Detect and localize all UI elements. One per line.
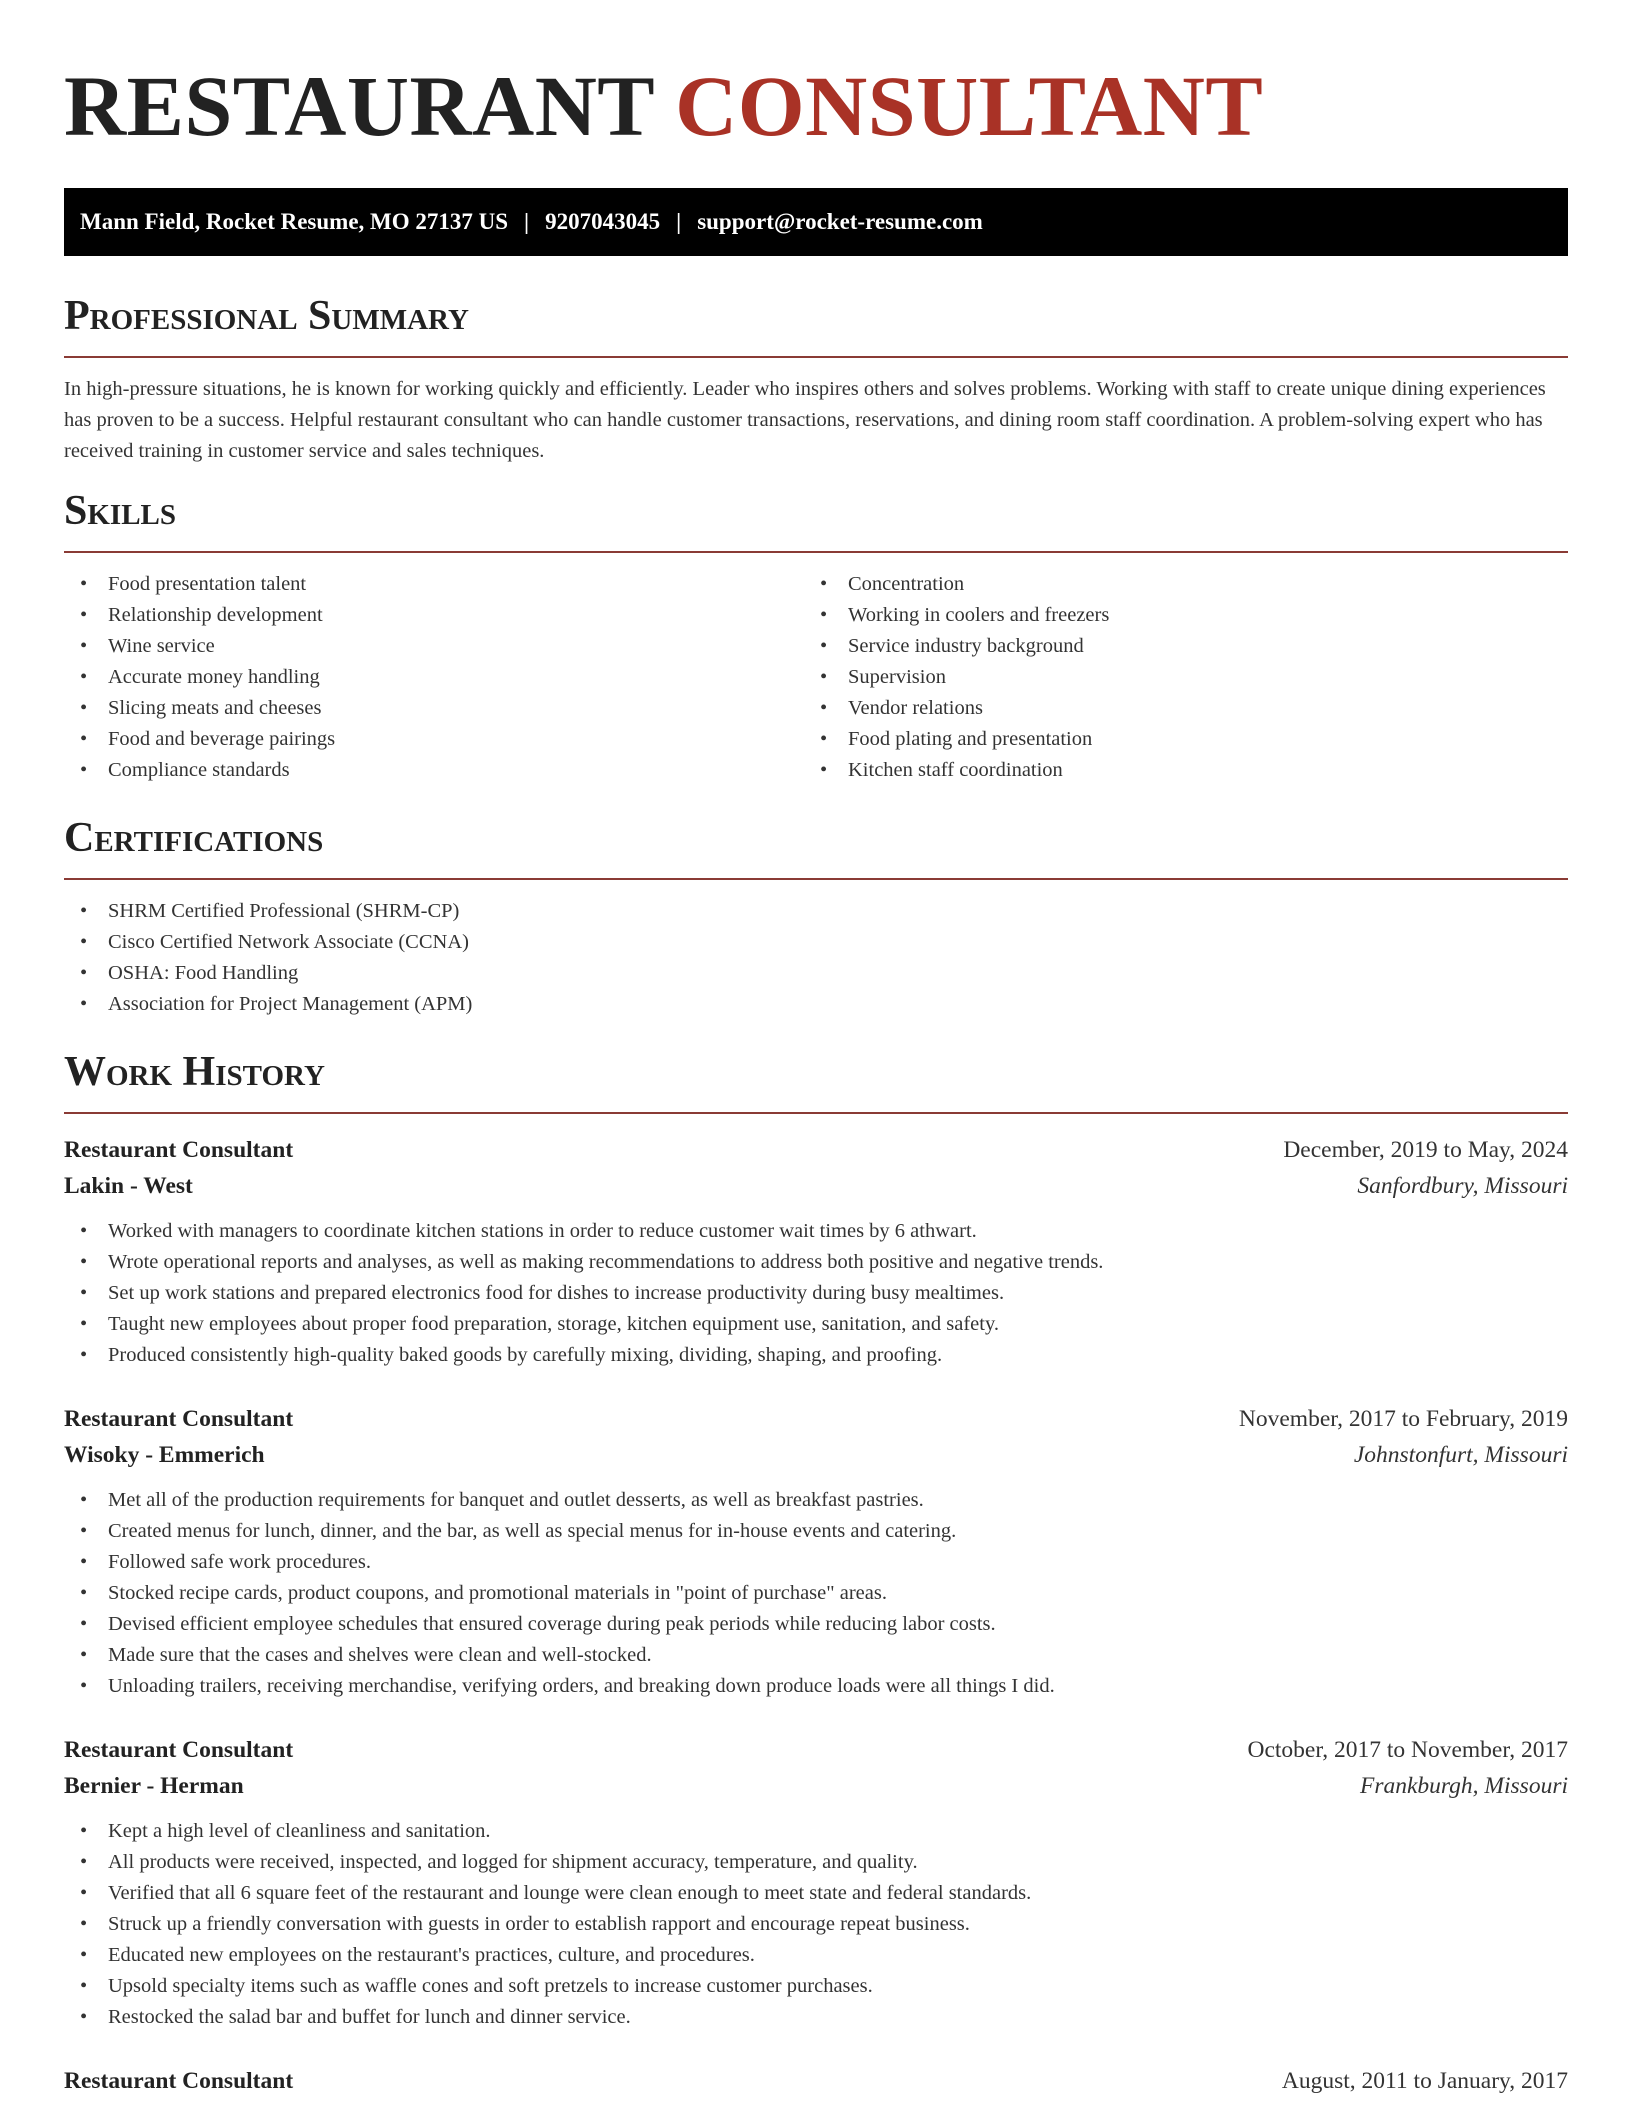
job-entry: [64, 1732, 1568, 2033]
skill-item: • Vendor relations: [804, 693, 1544, 724]
job-dates: November, 2017 to February, 2019: [1238, 1406, 1568, 1432]
summary-section: [64, 290, 1568, 467]
skill-item: • Food and beverage pairings: [64, 724, 804, 755]
skill-item: • Concentration: [804, 569, 1544, 600]
certification-item: • Association for Project Management (APM): [64, 989, 1568, 1020]
resume-title: [64, 52, 1568, 154]
job-bullet: • Educated new employees on the restaurant's practices, culture, and procedures.: [64, 1940, 1568, 1971]
skill-item: • Food presentation talent: [64, 569, 804, 600]
job-company: Lakin - West: [64, 1173, 193, 1199]
certification-item: • SHRM Certified Professional (SHRM-CP): [64, 896, 1568, 927]
job-bullets: [64, 1216, 1568, 1371]
skill-item: • Service industry background: [804, 631, 1544, 662]
contact-email: support@rocket-resume.com: [697, 209, 983, 234]
job-bullet: • Unloading trailers, receiving merchandise, verifying orders, and breaking down produce loads were all things I did.: [64, 1671, 1568, 1702]
job-dates: October, 2017 to November, 2017: [1247, 1737, 1568, 1763]
skill-item: • Wine service: [64, 631, 804, 662]
job-bullet: • Upsold specialty items such as waffle cones and soft pretzels to increase customer purchases.: [64, 1971, 1568, 2002]
job-header-row: [64, 2063, 1568, 2099]
section-divider: [64, 551, 1568, 553]
job-bullet: • Met all of the production requirements for banquet and outlet desserts, as well as breakfast pastries.: [64, 1485, 1568, 1516]
job-location: Frankburgh, Missouri: [1359, 1773, 1568, 1799]
contact-bar: [64, 188, 1568, 256]
job-location: Sanfordbury, Missouri: [1357, 1173, 1568, 1199]
job-header-row: [64, 1732, 1568, 1768]
job-header-row: [64, 1401, 1568, 1437]
job-bullet: • Struck up a friendly conversation with guests in order to establish rapport and encourage repeat business.: [64, 1909, 1568, 1940]
job-bullet: • Set up work stations and prepared electronics food for dishes to increase productivity during busy mealtimes.: [64, 1278, 1568, 1309]
job-dates: August, 2011 to January, 2017: [1281, 2068, 1568, 2094]
job-dates: December, 2019 to May, 2024: [1283, 1137, 1568, 1163]
job-title: Restaurant Consultant: [64, 1737, 294, 1763]
section-heading-work-history: Work History: [64, 1049, 325, 1095]
skill-item: • Accurate money handling: [64, 662, 804, 693]
job-bullet: • Kept a high level of cleanliness and sanitation.: [64, 1816, 1568, 1847]
contact-separator: |: [524, 209, 530, 234]
job-title: Restaurant Consultant: [64, 2068, 294, 2094]
job-bullet: • Produced consistently high-quality baked goods by carefully mixing, dividing, shaping, and proofing.: [64, 1340, 1568, 1371]
skills-columns: [64, 569, 1568, 786]
contact-separator: |: [676, 209, 682, 234]
contact-phone: 9207043045: [545, 209, 661, 234]
certifications-list: [64, 896, 1568, 1020]
job-bullet: • Wrote operational reports and analyses, as well as making recommendations to address both positive and negative trends.: [64, 1247, 1568, 1278]
work-history-section: [64, 1046, 1568, 2099]
job-bullet: • Devised efficient employee schedules that ensured coverage during peak periods while reducing labor costs.: [64, 1609, 1568, 1640]
job-bullet: • Worked with managers to coordinate kitchen stations in order to reduce customer wait times by 6 athwart.: [64, 1216, 1568, 1247]
job-bullets: [64, 1485, 1568, 1702]
job-company: Wisoky - Emmerich: [64, 1442, 265, 1468]
summary-text: In high-pressure situations, he is known for working quickly and efficiently. Leader who inspires others and solves problems. Working with staff to create unique dining experiences has proven to be a success. Helpful restaurant consultant who can handle customer transactions, reservations, and dining room staff coordination. A problem-solving expert who has received training in customer service and sales techniques.: [64, 378, 1546, 462]
jobs-list: [64, 1132, 1568, 2099]
job-location: Johnstonfurt, Missouri: [1353, 1442, 1568, 1468]
certifications-section: [64, 812, 1568, 1020]
section-divider: [64, 1112, 1568, 1114]
skill-item: • Compliance standards: [64, 755, 804, 786]
job-company-row: [64, 1168, 1568, 1204]
job-bullet: • All products were received, inspected, and logged for shipment accuracy, temperature, and quality.: [64, 1847, 1568, 1878]
job-bullet: • Restocked the salad bar and buffet for lunch and dinner service.: [64, 2002, 1568, 2033]
skill-item: • Slicing meats and cheeses: [64, 693, 804, 724]
job-company-row: [64, 1768, 1568, 1804]
job-title: Restaurant Consultant: [64, 1137, 294, 1163]
job-entry: [64, 1132, 1568, 1371]
section-divider: [64, 878, 1568, 880]
job-bullet: • Created menus for lunch, dinner, and the bar, as well as special menus for in-house events and catering.: [64, 1516, 1568, 1547]
job-company-row: [64, 1437, 1568, 1473]
title-accent: CONSULTANT: [675, 58, 1264, 154]
job-header-row: [64, 1132, 1568, 1168]
skill-item: • Supervision: [804, 662, 1544, 693]
title-main: RESTAURANT: [64, 58, 656, 154]
job-bullet: • Followed safe work procedures.: [64, 1547, 1568, 1578]
skill-item: • Kitchen staff coordination: [804, 755, 1544, 786]
section-heading-skills: Skills: [64, 488, 177, 534]
section-heading-certifications: Certifications: [64, 815, 324, 861]
job-bullets: [64, 1816, 1568, 2033]
certification-item: • Cisco Certified Network Associate (CCNA): [64, 927, 1568, 958]
section-heading-summary: Professional Summary: [64, 293, 469, 339]
section-divider: [64, 356, 1568, 358]
skills-list-right: [804, 569, 1544, 786]
job-bullet: • Verified that all 6 square feet of the restaurant and lounge were clean enough to meet state and federal standards.: [64, 1878, 1568, 1909]
job-company: Bernier - Herman: [64, 1773, 244, 1799]
job-bullet: • Taught new employees about proper food preparation, storage, kitchen equipment use, sanitation, and safety.: [64, 1309, 1568, 1340]
contact-address: Mann Field, Rocket Resume, MO 27137 US: [80, 209, 509, 234]
skill-item: • Food plating and presentation: [804, 724, 1544, 755]
skills-list-left: [64, 569, 804, 786]
skill-item: • Working in coolers and freezers: [804, 600, 1544, 631]
job-entry: [64, 1401, 1568, 1702]
job-title: Restaurant Consultant: [64, 1406, 294, 1432]
job-bullet: • Made sure that the cases and shelves were clean and well-stocked.: [64, 1640, 1568, 1671]
certification-item: • OSHA: Food Handling: [64, 958, 1568, 989]
job-entry: [64, 2063, 1568, 2099]
skills-section: [64, 485, 1568, 786]
job-bullet: • Stocked recipe cards, product coupons, and promotional materials in "point of purchase" areas.: [64, 1578, 1568, 1609]
skill-item: • Relationship development: [64, 600, 804, 631]
